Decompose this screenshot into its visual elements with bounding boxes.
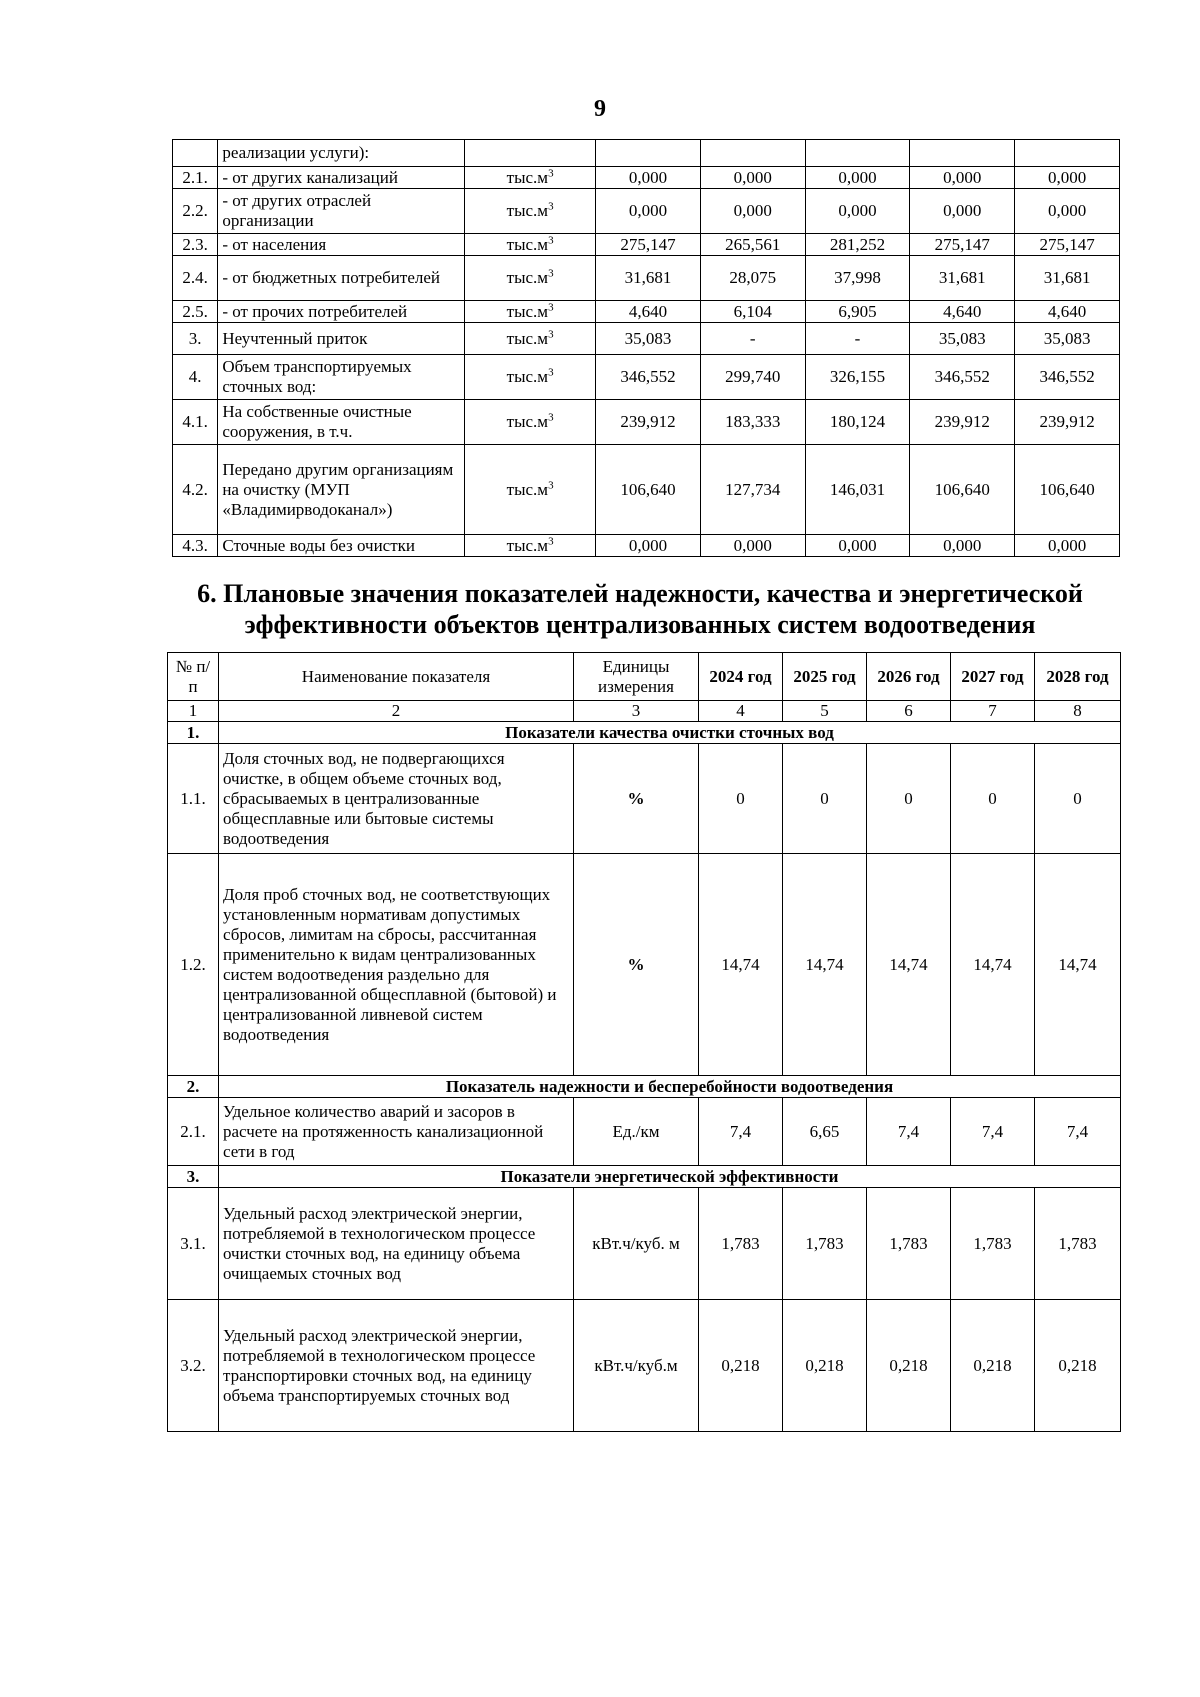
col-number: 1 xyxy=(168,701,219,722)
header-year: 2024 год xyxy=(699,653,783,701)
row-value xyxy=(596,140,701,167)
row-name: - от прочих потребителей xyxy=(218,301,465,323)
row-num: 2.4. xyxy=(173,256,218,301)
row-value xyxy=(700,140,805,167)
row-unit: кВт.ч/куб. м xyxy=(574,1188,699,1300)
row-value: 0,000 xyxy=(910,189,1015,234)
unit-superscript: 3 xyxy=(548,534,554,547)
section-row xyxy=(168,1076,1121,1098)
unit-superscript: 3 xyxy=(548,366,554,379)
row-unit xyxy=(465,445,596,535)
row-value: 106,640 xyxy=(910,445,1015,535)
row-value: 14,74 xyxy=(783,854,867,1076)
row-name: - от других отраслей организации xyxy=(218,189,465,234)
row-unit xyxy=(465,355,596,400)
row-num: 2.2. xyxy=(173,189,218,234)
table-row xyxy=(173,256,1120,301)
row-value: 35,083 xyxy=(596,323,701,355)
row-value: 127,734 xyxy=(700,445,805,535)
row-value: 0,218 xyxy=(699,1300,783,1432)
row-value: 0,218 xyxy=(783,1300,867,1432)
col-number: 7 xyxy=(951,701,1035,722)
unit-superscript: 3 xyxy=(548,327,554,340)
row-value: 4,640 xyxy=(910,301,1015,323)
row-name: На собственные очистные сооружения, в т.ч. xyxy=(218,400,465,445)
row-value: 0,000 xyxy=(1015,189,1120,234)
row-num: 4.3. xyxy=(173,535,218,557)
row-value xyxy=(1015,140,1120,167)
row-value: 7,4 xyxy=(1035,1098,1121,1166)
row-value: 183,333 xyxy=(700,400,805,445)
header-name: Наименование показателя xyxy=(219,653,574,701)
sewage-volume-table xyxy=(172,139,1120,557)
col-number: 4 xyxy=(699,701,783,722)
col-number: 2 xyxy=(219,701,574,722)
table-row xyxy=(173,167,1120,189)
row-value: 239,912 xyxy=(1015,400,1120,445)
table-header-row xyxy=(168,653,1121,701)
indicators-table xyxy=(167,652,1121,1432)
row-value: 0,000 xyxy=(596,535,701,557)
table-row xyxy=(173,301,1120,323)
header-year: 2026 год xyxy=(867,653,951,701)
row-unit: % xyxy=(574,854,699,1076)
section-num: 2. xyxy=(168,1076,219,1098)
row-num: 2.1. xyxy=(173,167,218,189)
row-unit: кВт.ч/куб.м xyxy=(574,1300,699,1432)
row-value: 106,640 xyxy=(596,445,701,535)
row-name: Удельный расход электрической энергии, потребляемой в технологическом процессе очистки сточных вод, на единицу объема очищаемых сточных вод xyxy=(219,1188,574,1300)
row-value: 31,681 xyxy=(596,256,701,301)
row-name: Передано другим организациям на очистку (МУП «Владимирводоканал») xyxy=(218,445,465,535)
unit-text: тыс.м xyxy=(506,367,549,386)
row-value: 0,218 xyxy=(1035,1300,1121,1432)
unit-text: тыс.м xyxy=(506,234,549,254)
row-value: 346,552 xyxy=(910,355,1015,400)
table-row xyxy=(168,1098,1121,1166)
table-row xyxy=(173,445,1120,535)
row-value: 299,740 xyxy=(700,355,805,400)
row-value: 0,000 xyxy=(700,535,805,557)
row-num: 4. xyxy=(173,355,218,400)
row-num: 1.2. xyxy=(168,854,219,1076)
row-value: 275,147 xyxy=(1015,234,1120,256)
row-value: 0 xyxy=(867,744,951,854)
section-heading: 6. Плановые значения показателей надежности, качества и энергетической эффективности объектов централизованных систем водоотведения xyxy=(197,579,1083,639)
row-value: 6,104 xyxy=(700,301,805,323)
row-name: - от бюджетных потребителей xyxy=(218,256,465,301)
header-unit: Единицы измерения xyxy=(574,653,699,701)
row-value: 7,4 xyxy=(867,1098,951,1166)
row-name: - от населения xyxy=(218,234,465,256)
row-value: 0,000 xyxy=(910,535,1015,557)
unit-superscript: 3 xyxy=(548,200,554,213)
row-value: - xyxy=(805,323,910,355)
header-year: 2028 год xyxy=(1035,653,1121,701)
unit-text: тыс.м xyxy=(506,412,549,431)
row-value: 31,681 xyxy=(1015,256,1120,301)
row-value: 14,74 xyxy=(951,854,1035,1076)
row-value: 28,075 xyxy=(700,256,805,301)
table-row xyxy=(173,400,1120,445)
unit-superscript: 3 xyxy=(548,267,554,280)
row-name: Сточные воды без очистки xyxy=(218,535,465,557)
row-value: 0,000 xyxy=(700,167,805,189)
row-unit xyxy=(465,535,596,557)
row-value xyxy=(910,140,1015,167)
unit-text: тыс.м xyxy=(506,301,549,321)
row-value: 0 xyxy=(783,744,867,854)
row-name: Удельный расход электрической энергии, потребляемой в технологическом процессе транспортировки сточных вод, на единицу объема транспортируемых сточных вод xyxy=(219,1300,574,1432)
row-value: 1,783 xyxy=(867,1188,951,1300)
row-value: 14,74 xyxy=(1035,854,1121,1076)
row-value: 146,031 xyxy=(805,445,910,535)
row-name: Доля проб сточных вод, не соответствующих установленным нормативам допустимых сбросов, лимитам на сбросы, рассчитанная применительно к видам централизованных систем водоотведения раздельно для централизованной общесплавной (бытовой) и централизованной ливневой систем водоотведения xyxy=(219,854,574,1076)
row-value: 4,640 xyxy=(596,301,701,323)
row-value: 37,998 xyxy=(805,256,910,301)
row-num: 4.2. xyxy=(173,445,218,535)
row-value: 106,640 xyxy=(1015,445,1120,535)
row-unit xyxy=(465,234,596,256)
row-name: Объем транспортируемых сточных вод: xyxy=(218,355,465,400)
col-number: 3 xyxy=(574,701,699,722)
row-value: 0,000 xyxy=(805,189,910,234)
unit-text: тыс.м xyxy=(506,479,549,499)
row-unit xyxy=(465,189,596,234)
row-name: Неучтенный приток xyxy=(218,323,465,355)
unit-text: тыс.м xyxy=(506,268,549,287)
unit-superscript: 3 xyxy=(548,233,554,246)
row-value: 35,083 xyxy=(1015,323,1120,355)
row-num: 2.1. xyxy=(168,1098,219,1166)
row-value: 0,000 xyxy=(910,167,1015,189)
row-name: - от других канализаций xyxy=(218,167,465,189)
row-value: 6,65 xyxy=(783,1098,867,1166)
row-value: 239,912 xyxy=(910,400,1015,445)
row-value: 1,783 xyxy=(699,1188,783,1300)
row-value: 346,552 xyxy=(1015,355,1120,400)
row-value: 0 xyxy=(699,744,783,854)
row-name: Доля сточных вод, не подвергающихся очистке, в общем объеме сточных вод, сбрасываемых в централизованные общесплавные или бытовые системы водоотведения xyxy=(219,744,574,854)
page-number: 9 xyxy=(594,96,606,122)
row-value: 14,74 xyxy=(867,854,951,1076)
row-num: 4.1. xyxy=(173,400,218,445)
row-value: 7,4 xyxy=(951,1098,1035,1166)
table-row xyxy=(173,535,1120,557)
table-row xyxy=(173,189,1120,234)
row-value: 0,000 xyxy=(700,189,805,234)
row-value: 265,561 xyxy=(700,234,805,256)
col-number: 5 xyxy=(783,701,867,722)
col-number: 8 xyxy=(1035,701,1121,722)
section-row xyxy=(168,722,1121,744)
row-value: 1,783 xyxy=(783,1188,867,1300)
section-title: Показатель надежности и бесперебойности водоотведения xyxy=(219,1076,1121,1098)
row-value: 0,000 xyxy=(805,167,910,189)
section-num: 3. xyxy=(168,1166,219,1188)
row-name: реализации услуги): xyxy=(218,140,465,167)
col-number: 6 xyxy=(867,701,951,722)
table-row xyxy=(168,1188,1121,1300)
row-value: 0,218 xyxy=(867,1300,951,1432)
unit-text: тыс.м xyxy=(506,167,549,187)
row-value: 239,912 xyxy=(596,400,701,445)
row-value: 0,000 xyxy=(596,167,701,189)
header-year: 2025 год xyxy=(783,653,867,701)
section-title: Показатели качества очистки сточных вод xyxy=(219,722,1121,744)
row-value: 0,000 xyxy=(1015,167,1120,189)
section-row xyxy=(168,1166,1121,1188)
row-value: 4,640 xyxy=(1015,301,1120,323)
row-value: 180,124 xyxy=(805,400,910,445)
row-value: 275,147 xyxy=(596,234,701,256)
row-num xyxy=(173,140,218,167)
section-title: Показатели энергетической эффективности xyxy=(219,1166,1121,1188)
row-num: 2.3. xyxy=(173,234,218,256)
table-row xyxy=(168,854,1121,1076)
row-value: 0,218 xyxy=(951,1300,1035,1432)
row-value xyxy=(805,140,910,167)
row-value: - xyxy=(700,323,805,355)
unit-superscript: 3 xyxy=(548,411,554,424)
row-value: 346,552 xyxy=(596,355,701,400)
unit-text: тыс.м xyxy=(506,201,549,220)
row-value: 31,681 xyxy=(910,256,1015,301)
row-num: 3.2. xyxy=(168,1300,219,1432)
table-row xyxy=(173,323,1120,355)
unit-superscript: 3 xyxy=(548,300,554,313)
row-value: 0,000 xyxy=(596,189,701,234)
row-unit xyxy=(465,140,596,167)
row-unit: % xyxy=(574,744,699,854)
row-value: 0,000 xyxy=(805,535,910,557)
unit-text: тыс.м xyxy=(506,535,549,555)
unit-superscript: 3 xyxy=(548,166,554,179)
row-value: 35,083 xyxy=(910,323,1015,355)
row-value: 0,000 xyxy=(1015,535,1120,557)
table-row xyxy=(168,744,1121,854)
row-num: 3.1. xyxy=(168,1188,219,1300)
row-value: 0 xyxy=(1035,744,1121,854)
row-unit xyxy=(465,167,596,189)
row-unit xyxy=(465,400,596,445)
row-value: 326,155 xyxy=(805,355,910,400)
table-row xyxy=(173,355,1120,400)
unit-superscript: 3 xyxy=(548,478,554,491)
row-name: Удельное количество аварий и засоров в расчете на протяженность канализационной сети в год xyxy=(219,1098,574,1166)
unit-text: тыс.м xyxy=(506,328,549,348)
row-unit xyxy=(465,323,596,355)
header-year: 2027 год xyxy=(951,653,1035,701)
header-num: № п/п xyxy=(168,653,219,701)
row-unit: Ед./км xyxy=(574,1098,699,1166)
row-num: 3. xyxy=(173,323,218,355)
row-unit xyxy=(465,256,596,301)
row-num: 2.5. xyxy=(173,301,218,323)
row-value: 275,147 xyxy=(910,234,1015,256)
row-unit xyxy=(465,301,596,323)
row-value: 1,783 xyxy=(951,1188,1035,1300)
column-number-row xyxy=(168,701,1121,722)
section-num: 1. xyxy=(168,722,219,744)
row-value: 14,74 xyxy=(699,854,783,1076)
table-row xyxy=(173,234,1120,256)
row-value: 6,905 xyxy=(805,301,910,323)
row-value: 1,783 xyxy=(1035,1188,1121,1300)
row-num: 1.1. xyxy=(168,744,219,854)
row-value: 281,252 xyxy=(805,234,910,256)
row-value: 0 xyxy=(951,744,1035,854)
table-row xyxy=(173,140,1120,167)
table-row xyxy=(168,1300,1121,1432)
row-value: 7,4 xyxy=(699,1098,783,1166)
